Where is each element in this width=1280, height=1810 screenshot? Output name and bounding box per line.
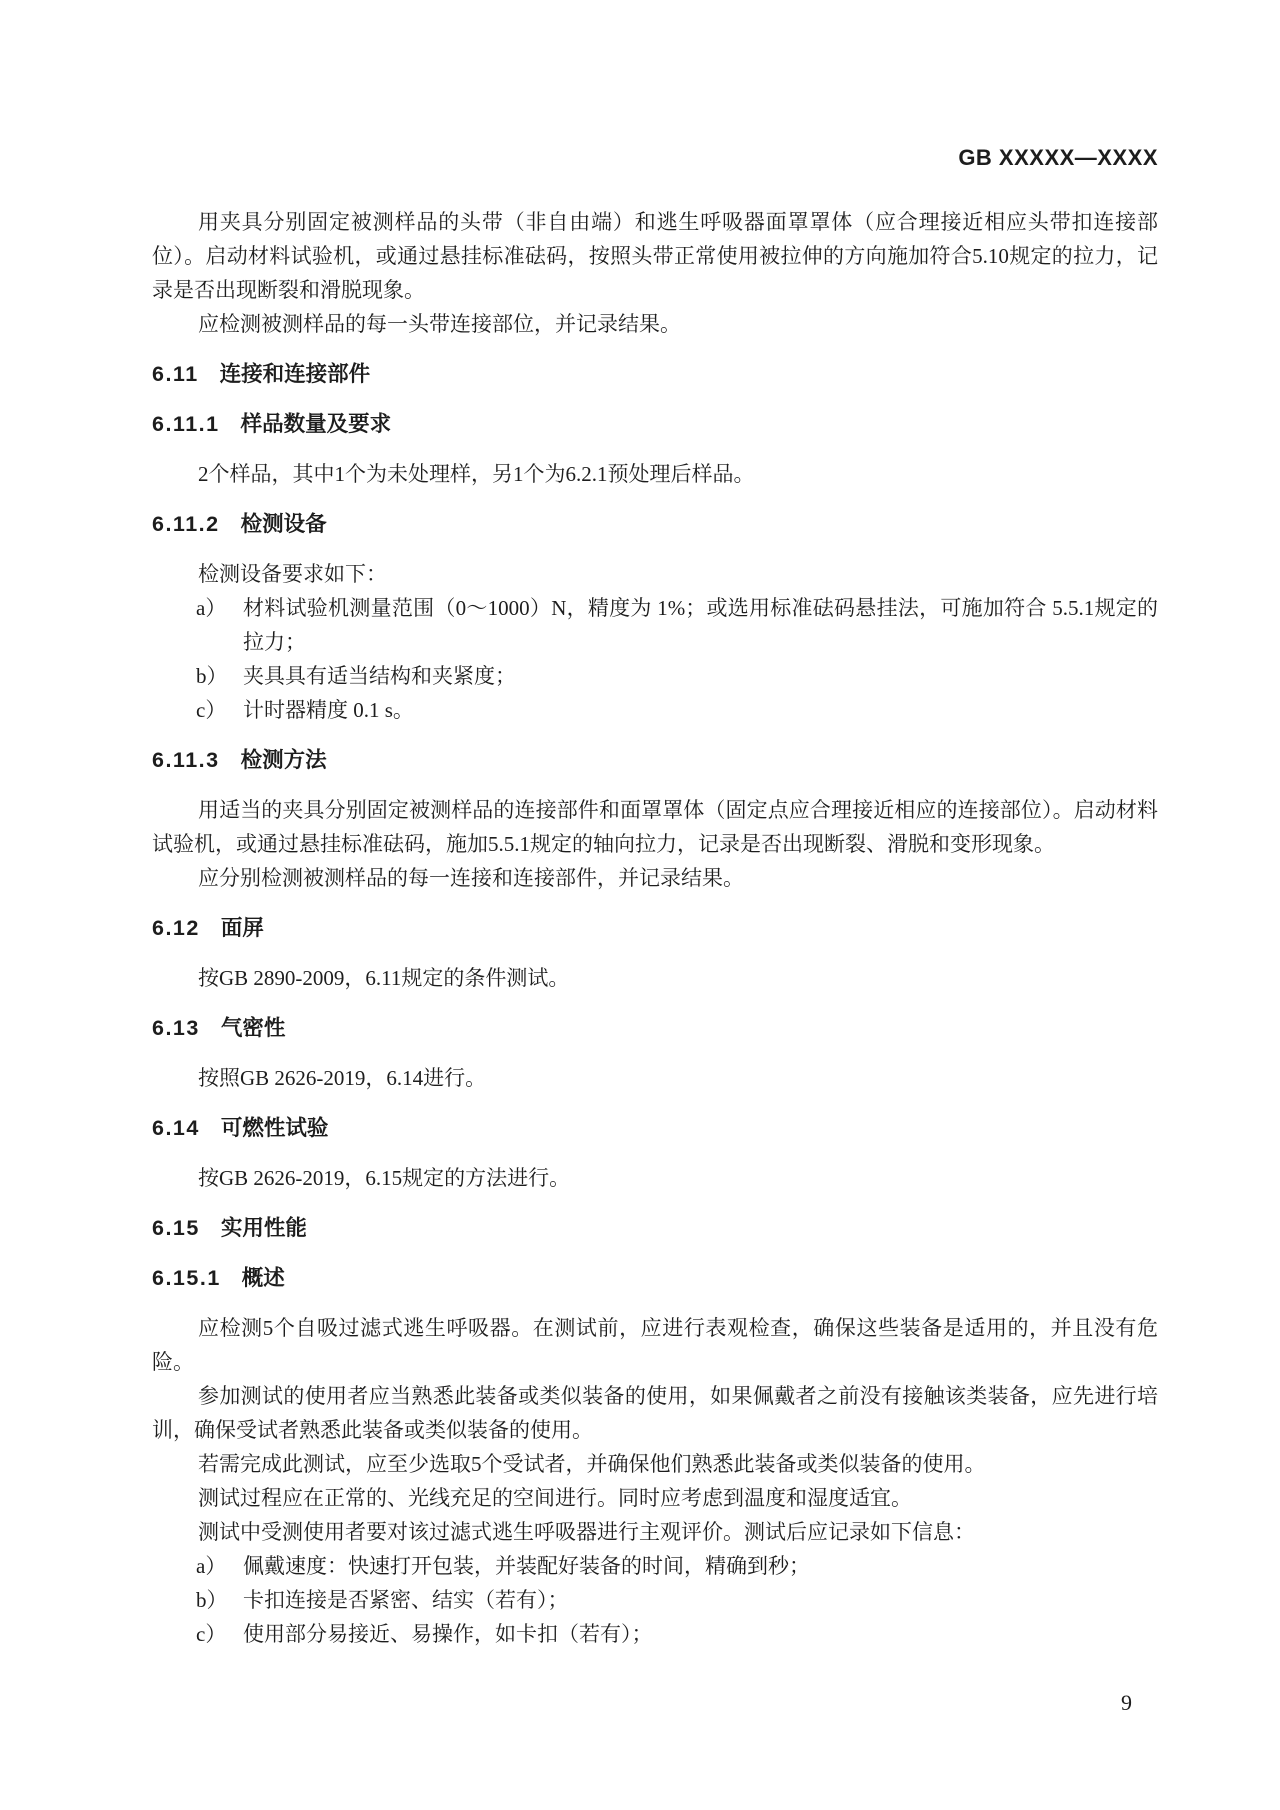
paragraph: 按GB 2626-2019，6.15规定的方法进行。 [198, 1166, 571, 1190]
paragraph: 按GB 2890-2009，6.11规定的条件测试。 [198, 966, 570, 990]
heading-title: 概述 [241, 1266, 285, 1290]
heading-number: 6.11 [152, 362, 199, 386]
heading-number: 6.15 [152, 1216, 200, 1240]
paragraph: 测试中受测使用者要对该过滤式逃生呼吸器进行主观评价。测试后应记录如下信息： [198, 1520, 975, 1544]
paragraph: 用适当的夹具分别固定被测样品的连接部件和面罩罩体（固定点应合理接近相应的连接部位）。启动材料试验机，或通过悬挂标准砝码，施加5.5.1规定的轴向拉力，记录是否出现断裂、滑脱和变形现象。 [152, 798, 1158, 856]
heading-number: 6.12 [152, 916, 200, 940]
paragraph: 若需完成此测试，应至少选取5个受试者，并确保他们熟悉此装备或类似装备的使用。 [198, 1452, 986, 1476]
heading-title: 检测设备 [240, 512, 327, 536]
list-item [152, 659, 1158, 693]
list-item-label: c） [196, 1622, 227, 1646]
heading-title: 实用性能 [220, 1216, 307, 1240]
heading-title: 气密性 [220, 1016, 286, 1040]
section-heading-6.14 [152, 1111, 1158, 1145]
paragraph: 检测设备要求如下： [198, 562, 387, 586]
paragraph: 用夹具分别固定被测样品的头带（非自由端）和逃生呼吸器面罩罩体（应合理接近相应头带扣连接部位）。启动材料试验机，或通过悬挂标准砝码，按照头带正常使用被拉伸的方向施加符合5.10规定的拉力，记录是否出现断裂和滑脱现象。 [152, 210, 1158, 302]
heading-number: 6.11.2 [152, 512, 220, 536]
section-heading-6.11.3 [152, 743, 1158, 777]
section-heading-6.13 [152, 1011, 1158, 1045]
paragraph: 按照GB 2626-2019，6.14进行。 [198, 1066, 487, 1090]
heading-title: 面屏 [220, 916, 264, 940]
list-item-label: a） [196, 1554, 227, 1578]
list-item-text: 材料试验机测量范围（0～1000）N，精度为 1%；或选用标准砝码悬挂法，可施加符合 5.5.1规定的拉力； [243, 596, 1158, 654]
list-item-text: 卡扣连接是否紧密、结实（若有）； [243, 1588, 569, 1612]
page-number: 9 [1121, 1690, 1132, 1715]
list-item [152, 1617, 1158, 1651]
paragraph: 应检测被测样品的每一头带连接部位，并记录结果。 [198, 312, 681, 336]
heading-title: 样品数量及要求 [240, 412, 392, 436]
paragraph: 参加测试的使用者应当熟悉此装备或类似装备的使用，如果佩戴者之前没有接触该类装备，应先进行培训，确保受试者熟悉此装备或类似装备的使用。 [152, 1384, 1158, 1442]
section-heading-6.11.1 [152, 407, 1158, 441]
list-item-label: a） [196, 596, 227, 620]
list-item-text: 使用部分易接近、易操作，如卡扣（若有）； [243, 1622, 653, 1646]
standard-number-header: GB XXXXX—XXXX [958, 145, 1158, 170]
section-heading-6.15 [152, 1211, 1158, 1245]
list-item [152, 1549, 1158, 1583]
heading-title: 连接和连接部件 [219, 362, 371, 386]
paragraph: 应检测5个自吸过滤式逃生呼吸器。在测试前，应进行表观检查，确保这些装备是适用的，并且没有危险。 [152, 1316, 1158, 1374]
list-item-text: 计时器精度 0.1 s。 [243, 698, 414, 722]
list-item-label: b） [196, 1588, 228, 1612]
section-heading-6.15.1 [152, 1261, 1158, 1295]
heading-number: 6.11.1 [152, 412, 220, 436]
document-content [152, 205, 1158, 1651]
heading-number: 6.15.1 [152, 1266, 221, 1290]
paragraph: 2个样品，其中1个为未处理样，另1个为6.2.1预处理后样品。 [198, 462, 755, 486]
list-item [152, 1583, 1158, 1617]
section-heading-6.12 [152, 911, 1158, 945]
list-item [152, 591, 1158, 659]
list-item-label: c） [196, 698, 227, 722]
heading-title: 可燃性试验 [220, 1116, 329, 1140]
heading-number: 6.11.3 [152, 748, 220, 772]
paragraph: 应分别检测被测样品的每一连接和连接部件，并记录结果。 [198, 866, 744, 890]
list-item [152, 693, 1158, 727]
section-heading-6.11.2 [152, 507, 1158, 541]
list-item-label: b） [196, 664, 228, 688]
section-heading-6.11 [152, 357, 1158, 391]
heading-number: 6.14 [152, 1116, 200, 1140]
heading-number: 6.13 [152, 1016, 200, 1040]
heading-title: 检测方法 [240, 748, 327, 772]
list-item-text: 佩戴速度：快速打开包装，并装配好装备的时间，精确到秒； [243, 1554, 810, 1578]
paragraph: 测试过程应在正常的、光线充足的空间进行。同时应考虑到温度和湿度适宜。 [198, 1486, 912, 1510]
list-item-text: 夹具具有适当结构和夹紧度； [243, 664, 516, 688]
